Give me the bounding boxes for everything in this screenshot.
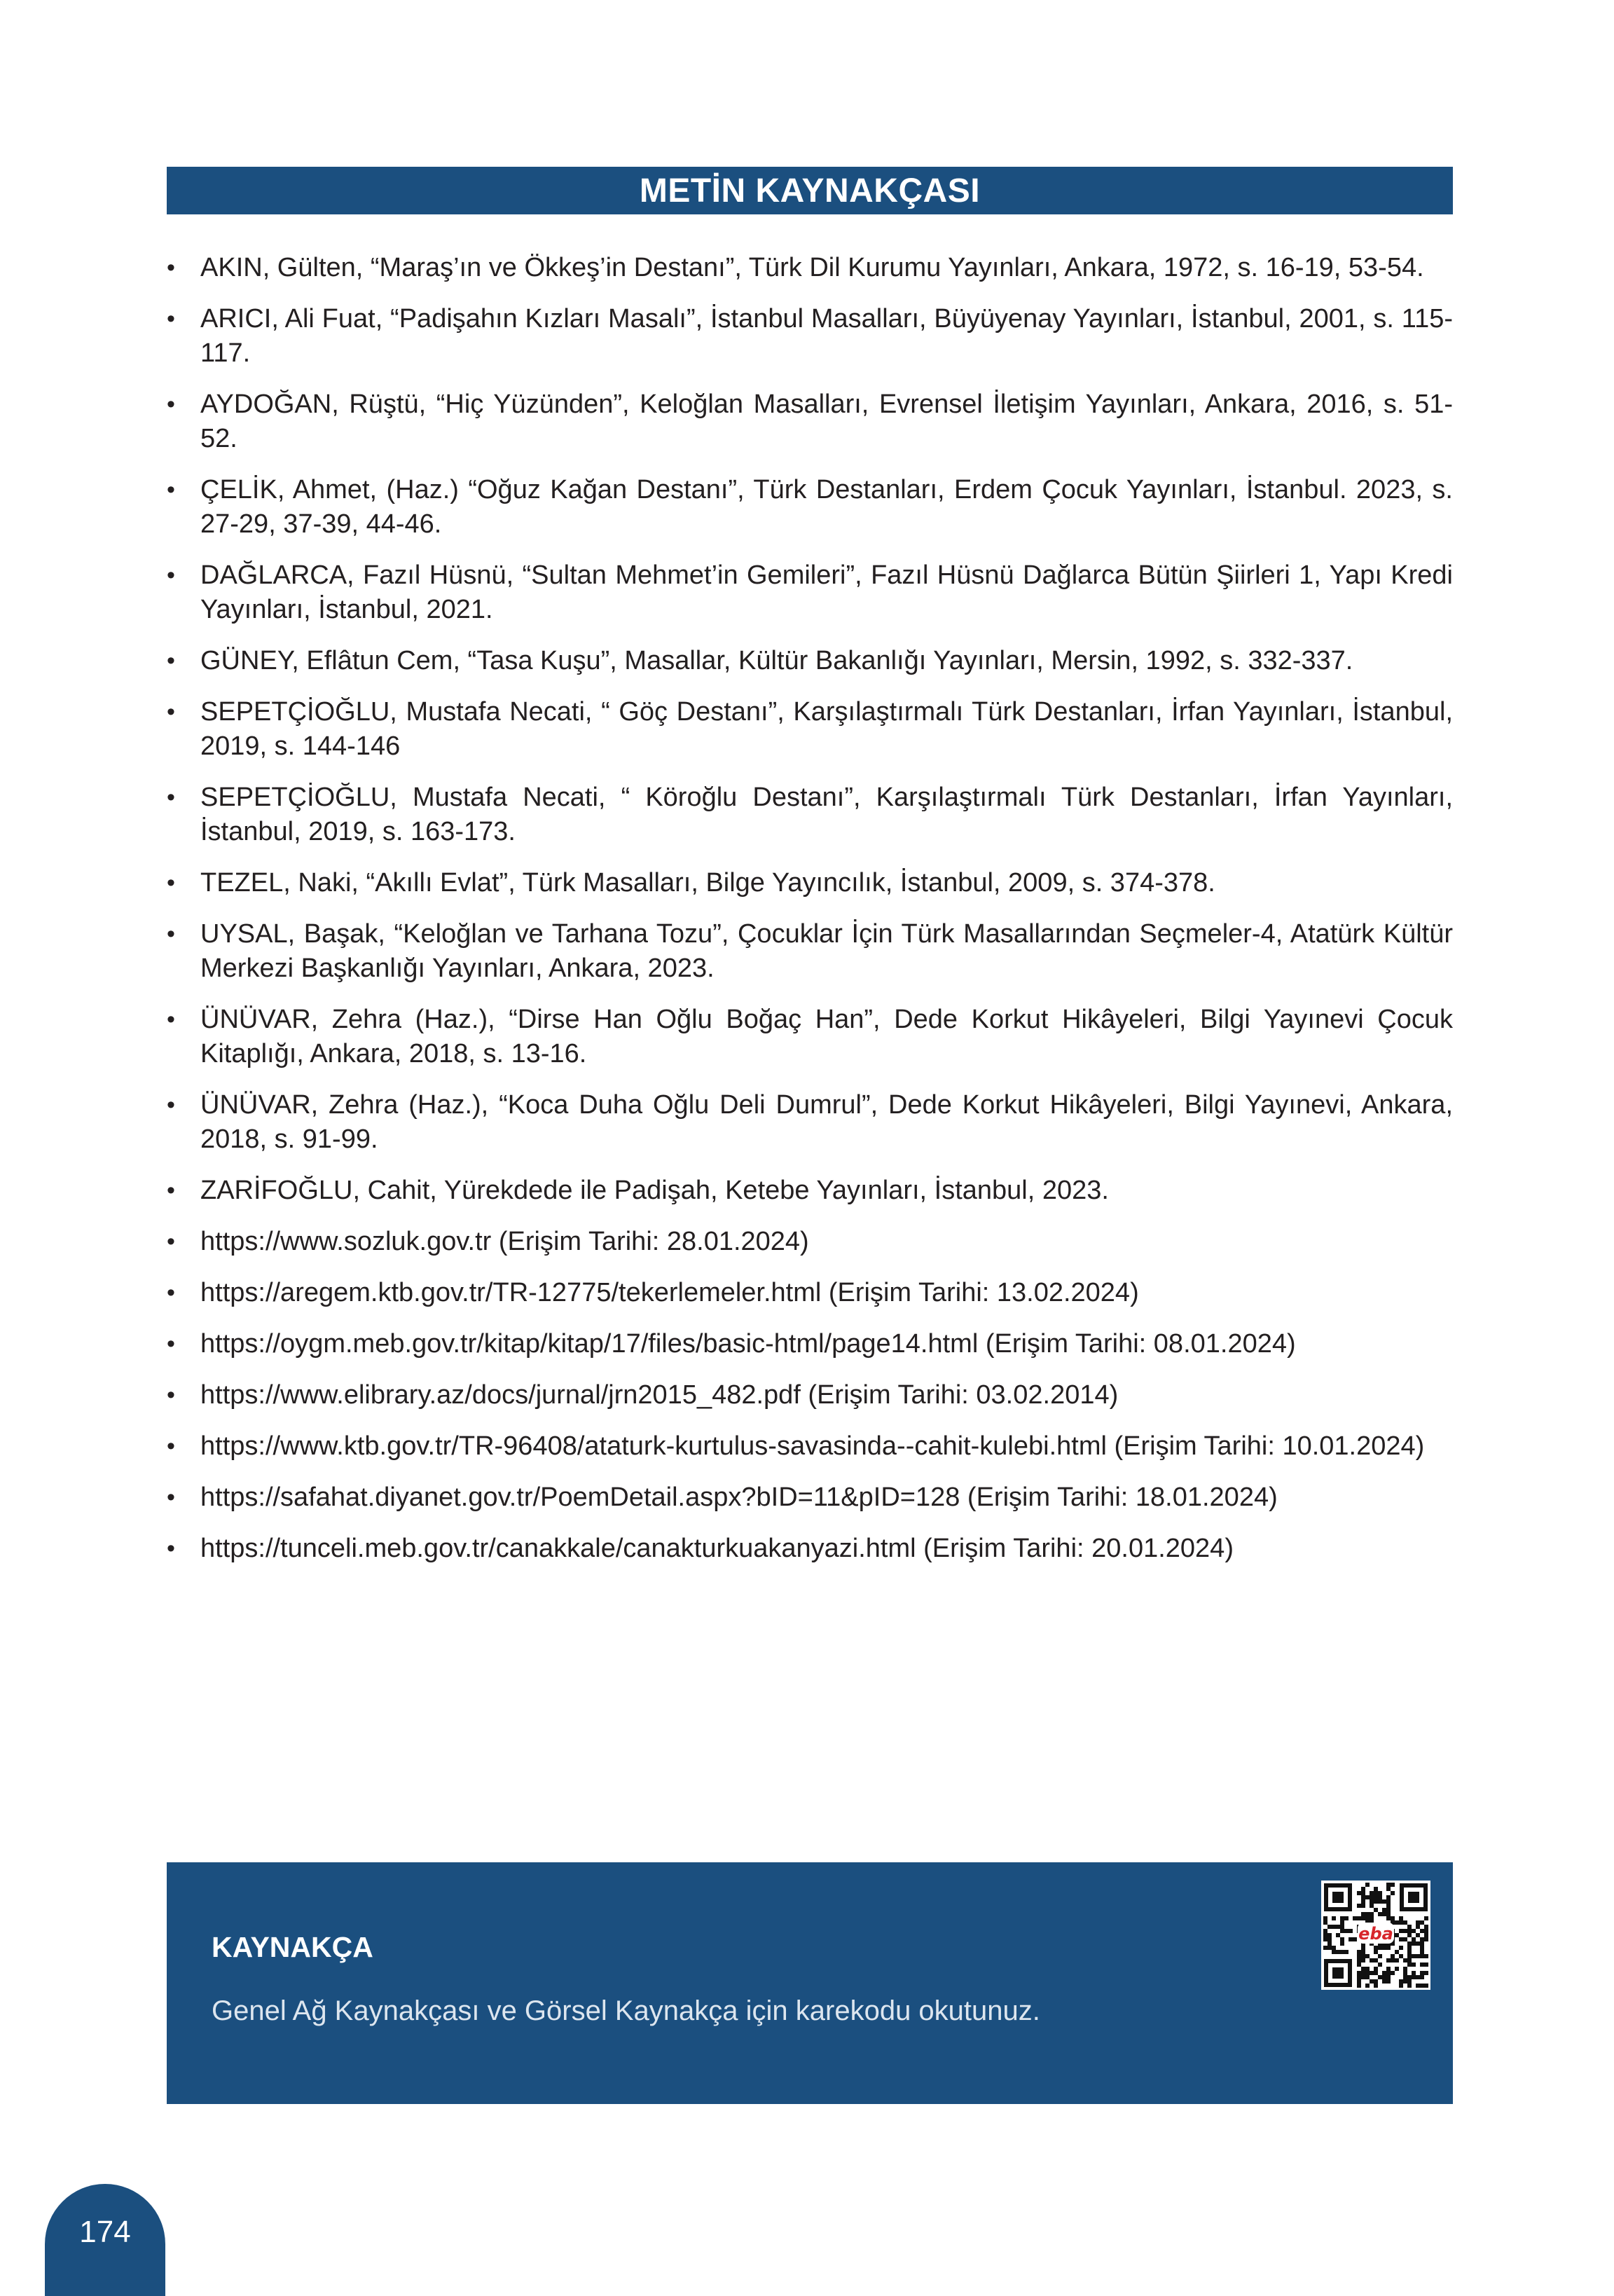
qr-module <box>1386 1916 1391 1920</box>
qr-module <box>1424 1925 1428 1929</box>
qr-module <box>1412 1954 1416 1958</box>
reference-item: • UYSAL, Başak, “Keloğlan ve Tarhana Tozu”, Çocuklar İçin Türk Masallarından Seçmeler-4, Atatürk Kültür Merkezi Başkanlığı Yayınları, Ankara, 2023. <box>167 917 1453 986</box>
qr-module <box>1416 1925 1420 1929</box>
qr-module <box>1386 1908 1391 1912</box>
qr-module <box>1407 1975 1412 1979</box>
qr-module <box>1407 1962 1412 1967</box>
qr-module <box>1386 1887 1391 1891</box>
qr-module <box>1357 1958 1361 1962</box>
qr-module <box>1361 1916 1365 1920</box>
qr-module <box>1420 1954 1424 1958</box>
qr-module <box>1365 1916 1370 1920</box>
qr-module <box>1420 1941 1424 1946</box>
qr-module <box>1370 1891 1374 1895</box>
qr-module <box>1365 1954 1370 1958</box>
qr-module <box>1403 1967 1407 1971</box>
page-number: 174 <box>79 2215 131 2249</box>
qr-module <box>1357 1979 1361 1984</box>
qr-module <box>1407 1958 1412 1962</box>
qr-module <box>1407 1954 1412 1958</box>
qr-module <box>1361 1895 1365 1899</box>
qr-module <box>1378 1891 1382 1895</box>
qr-module <box>1361 1887 1365 1891</box>
qr-module <box>1382 1979 1386 1984</box>
qr-module <box>1407 1925 1412 1929</box>
qr-module <box>1386 1946 1391 1950</box>
qr-module <box>1386 1971 1391 1975</box>
qr-module <box>1386 1899 1391 1904</box>
qr-module <box>1332 1916 1336 1920</box>
qr-module <box>1386 1979 1391 1984</box>
qr-module <box>1386 1967 1391 1971</box>
qr-module <box>1365 1971 1370 1975</box>
qr-module <box>1340 1937 1344 1941</box>
qr-module <box>1370 1904 1374 1908</box>
eba-logo-text: eba <box>1358 1924 1393 1944</box>
qr-module <box>1424 1962 1428 1967</box>
qr-module <box>1357 1916 1361 1920</box>
qr-module <box>1399 1984 1403 1988</box>
qr-module <box>1416 1975 1420 1979</box>
qr-module <box>1420 1937 1424 1941</box>
reference-link-item[interactable]: • https://tunceli.meb.gov.tr/canakkale/canakturkuakanyazi.html (Erişim Tarihi: 20.01.2024) <box>167 1532 1453 1566</box>
qr-module <box>1336 1950 1340 1954</box>
qr-module <box>1327 1941 1332 1946</box>
qr-module <box>1420 1984 1424 1988</box>
qr-module <box>1344 1929 1349 1933</box>
reference-item: • SEPETÇİOĞLU, Mustafa Necati, “ Göç Destanı”, Karşılaştırmalı Türk Destanları, İrfan Yayınları, İstanbul, 2019, s. 144-146 <box>167 695 1453 764</box>
reference-link-item[interactable]: • https://safahat.diyanet.gov.tr/PoemDetail.aspx?bID=11&pID=128 (Erişim Tarihi: 18.01.2024) <box>167 1480 1453 1515</box>
kaynakca-box <box>167 1862 1453 2104</box>
page-number-tab <box>45 2184 165 2296</box>
qr-module <box>1391 1891 1395 1895</box>
qr-module <box>1420 1971 1424 1975</box>
reference-item: • TEZEL, Naki, “Akıllı Evlat”, Türk Masalları, Bilge Yayıncılık, İstanbul, 2009, s. 374-378. <box>167 866 1453 900</box>
qr-module <box>1407 1933 1412 1937</box>
qr-module <box>1374 1908 1378 1912</box>
qr-module <box>1395 1967 1399 1971</box>
qr-module <box>1332 1950 1336 1954</box>
qr-module <box>1370 1895 1374 1899</box>
qr-module <box>1336 1925 1340 1929</box>
qr-module <box>1403 1958 1407 1962</box>
qr-module <box>1407 1946 1412 1950</box>
qr-module <box>1382 1899 1386 1904</box>
qr-module <box>1378 1954 1382 1958</box>
qr-module <box>1420 1950 1424 1954</box>
reference-link-item[interactable]: • https://oygm.meb.gov.tr/kitap/kitap/17/files/basic-html/page14.html (Erişim Tarihi: 08.01.2024) <box>167 1327 1453 1361</box>
qr-module <box>1403 1979 1407 1984</box>
qr-module <box>1353 1937 1357 1941</box>
qr-module <box>1323 1946 1327 1950</box>
reference-link-item[interactable]: • https://www.sozluk.gov.tr (Erişim Tarihi: 28.01.2024) <box>167 1225 1453 1259</box>
qr-module <box>1386 1975 1391 1979</box>
qr-module <box>1382 1975 1386 1979</box>
qr-module <box>1340 1929 1344 1933</box>
qr-module <box>1370 1958 1374 1962</box>
qr-module <box>1340 1920 1344 1925</box>
qr-code-graphic <box>1321 1881 1430 1990</box>
qr-module <box>1399 1929 1403 1933</box>
qr-module <box>1349 1937 1353 1941</box>
reference-list <box>167 251 1453 1583</box>
qr-module <box>1365 1975 1370 1979</box>
qr-module <box>1361 1899 1365 1904</box>
qr-module <box>1424 1937 1428 1941</box>
qr-module <box>1378 1962 1382 1967</box>
qr-module <box>1407 1941 1412 1946</box>
qr-module <box>1370 1971 1374 1975</box>
qr-module <box>1374 1946 1378 1950</box>
qr-module <box>1323 1937 1327 1941</box>
qr-module <box>1424 1984 1428 1988</box>
qr-module <box>1361 1975 1365 1979</box>
qr-module <box>1323 1929 1327 1933</box>
qr-code-icon[interactable] <box>1321 1881 1430 1990</box>
reference-item: • ARICI, Ali Fuat, “Padişahın Kızları Masalı”, İstanbul Masalları, Büyüyenay Yayınları, İstanbul, 2001, s. 115-117. <box>167 302 1453 371</box>
qr-module <box>1327 1933 1332 1937</box>
qr-module <box>1386 1958 1391 1962</box>
qr-module <box>1416 1984 1420 1988</box>
reference-item: • GÜNEY, Eflâtun Cem, “Tasa Kuşu”, Masallar, Kültür Bakanlığı Yayınları, Mersin, 1992, s. 332-337. <box>167 644 1453 678</box>
qr-module <box>1370 1912 1374 1916</box>
qr-module <box>1370 1899 1374 1904</box>
qr-module <box>1424 1971 1428 1975</box>
qr-module <box>1424 1916 1428 1920</box>
qr-module <box>1323 1920 1327 1925</box>
qr-module <box>1365 1895 1370 1899</box>
qr-module <box>1323 1933 1327 1937</box>
qr-module <box>1407 1929 1412 1933</box>
qr-module <box>1391 1916 1395 1920</box>
qr-module <box>1378 1946 1382 1950</box>
qr-module <box>1361 1891 1365 1895</box>
qr-module <box>1374 1958 1378 1962</box>
qr-module <box>1357 1975 1361 1979</box>
qr-module <box>1424 1954 1428 1958</box>
reference-item: • AYDOĞAN, Rüştü, “Hiç Yüzünden”, Keloğlan Masalları, Evrensel İletişim Yayınları, Ankara, 2016, s. 51-52. <box>167 387 1453 456</box>
qr-module <box>1361 1967 1365 1971</box>
qr-module <box>1374 1971 1378 1975</box>
qr-module <box>1374 1891 1378 1895</box>
qr-module <box>1403 1937 1407 1941</box>
qr-module <box>1420 1975 1424 1979</box>
qr-module <box>1399 1916 1403 1920</box>
qr-module <box>1403 1971 1407 1975</box>
qr-module <box>1420 1920 1424 1925</box>
qr-module <box>1395 1958 1399 1962</box>
qr-module <box>1412 1941 1416 1946</box>
qr-module <box>1403 1975 1407 1979</box>
qr-module <box>1416 1954 1420 1958</box>
qr-module <box>1386 1883 1391 1887</box>
qr-module <box>1399 1979 1403 1984</box>
qr-module <box>1357 1984 1361 1988</box>
qr-module <box>1361 1971 1365 1975</box>
qr-module <box>1403 1929 1407 1933</box>
qr-module <box>1416 1933 1420 1937</box>
qr-module <box>1374 1967 1378 1971</box>
qr-module <box>1391 1883 1395 1887</box>
qr-module <box>1424 1933 1428 1937</box>
qr-module <box>1378 1912 1382 1916</box>
qr-module <box>1327 1937 1332 1941</box>
qr-module <box>1365 1984 1370 1988</box>
qr-module <box>1399 1937 1403 1941</box>
qr-module <box>1370 1916 1374 1920</box>
qr-module <box>1361 1950 1365 1954</box>
qr-module <box>1323 1916 1327 1920</box>
qr-module <box>1365 1883 1370 1887</box>
qr-module <box>1416 1920 1420 1925</box>
qr-module <box>1340 1925 1344 1929</box>
qr-module <box>1357 1904 1361 1908</box>
qr-module <box>1420 1946 1424 1950</box>
title-bar <box>167 167 1453 214</box>
qr-module <box>1399 1954 1403 1958</box>
qr-module <box>1344 1950 1349 1954</box>
reference-link-item[interactable]: • https://aregem.ktb.gov.tr/TR-12775/tekerlemeler.html (Erişim Tarihi: 13.02.2024) <box>167 1276 1453 1310</box>
qr-module <box>1340 1941 1344 1946</box>
qr-module <box>1412 1962 1416 1967</box>
qr-module <box>1361 1954 1365 1958</box>
qr-module <box>1386 1912 1391 1916</box>
qr-module <box>1357 1954 1361 1958</box>
qr-module <box>1357 1950 1361 1954</box>
qr-module <box>1349 1929 1353 1933</box>
qr-module <box>1391 1958 1395 1962</box>
kaynakca-heading: KAYNAKÇA <box>212 1931 373 1963</box>
reference-link-item[interactable]: • https://www.elibrary.az/docs/jurnal/jrn2015_482.pdf (Erişim Tarihi: 03.02.2014) <box>167 1378 1453 1412</box>
qr-module <box>1361 1958 1365 1962</box>
qr-module <box>1374 1895 1378 1899</box>
qr-module <box>1332 1946 1336 1950</box>
qr-module <box>1361 1946 1365 1950</box>
qr-module <box>1399 1946 1403 1950</box>
qr-module <box>1407 1979 1412 1984</box>
qr-module <box>1382 1912 1386 1916</box>
qr-module <box>1382 1908 1386 1912</box>
qr-module <box>1361 1912 1365 1916</box>
qr-module <box>1395 1933 1399 1937</box>
qr-module <box>1391 1954 1395 1958</box>
qr-module <box>1336 1933 1340 1937</box>
qr-module <box>1412 1971 1416 1975</box>
qr-module <box>1395 1950 1399 1954</box>
qr-module <box>1353 1916 1357 1920</box>
qr-module <box>1407 1984 1412 1988</box>
qr-module <box>1382 1946 1386 1950</box>
qr-module <box>1340 1916 1344 1920</box>
qr-module <box>1424 1929 1428 1933</box>
qr-module <box>1378 1899 1382 1904</box>
qr-module <box>1370 1979 1374 1984</box>
qr-module <box>1391 1971 1395 1975</box>
qr-module <box>1395 1920 1399 1925</box>
qr-module <box>1403 1920 1407 1925</box>
reference-item: • ÇELİK, Ahmet, (Haz.) “Oğuz Kağan Destanı”, Türk Destanları, Erdem Çocuk Yayınları, İstanbul. 2023, s. 27-29, 37-39, 44-46. <box>167 473 1453 542</box>
reference-item: • ÜNÜVAR, Zehra (Haz.), “Koca Duha Oğlu Deli Dumrul”, Dede Korkut Hikâyeleri, Bilgi Yayınevi, Ankara, 2018, s. 91-99. <box>167 1088 1453 1157</box>
qr-module <box>1412 1937 1416 1941</box>
qr-module <box>1365 1912 1370 1916</box>
qr-module <box>1378 1975 1382 1979</box>
qr-module <box>1374 1979 1378 1984</box>
qr-module <box>1327 1925 1332 1929</box>
qr-module <box>1386 1904 1391 1908</box>
page-title: METİN KAYNAKÇASI <box>639 172 981 209</box>
qr-module <box>1420 1929 1424 1933</box>
qr-module <box>1378 1895 1382 1899</box>
reference-link-item[interactable]: • https://www.ktb.gov.tr/TR-96408/ataturk-kurtulus-savasinda--cahit-kulebi.html (Erişim Tarihi: 10.01.2024) <box>167 1429 1453 1464</box>
qr-module <box>1357 1962 1361 1967</box>
qr-module <box>1357 1971 1361 1975</box>
qr-module <box>1327 1946 1332 1950</box>
qr-module <box>1374 1984 1378 1988</box>
qr-module <box>1407 1950 1412 1954</box>
qr-module <box>1374 1899 1378 1904</box>
reference-item: • DAĞLARCA, Fazıl Hüsnü, “Sultan Mehmet’in Gemileri”, Fazıl Hüsnü Dağlarca Bütün Şiirleri 1, Yapı Kredi Yayınları, İstanbul, 2021. <box>167 558 1453 627</box>
qr-module <box>1340 1950 1344 1954</box>
qr-module <box>1374 1887 1378 1891</box>
qr-module <box>1420 1962 1424 1967</box>
qr-module <box>1416 1941 1420 1946</box>
reference-item: • SEPETÇİOĞLU, Mustafa Necati, “ Köroğlu Destanı”, Karşılaştırmalı Türk Destanları, İrfan Yayınları, İstanbul, 2019, s. 163-173. <box>167 781 1453 849</box>
qr-module <box>1382 1971 1386 1975</box>
qr-module <box>1412 1975 1416 1979</box>
qr-module <box>1332 1925 1336 1929</box>
qr-module <box>1399 1920 1403 1925</box>
qr-module <box>1365 1967 1370 1971</box>
reference-item: • ZARİFOĞLU, Cahit, Yürekdede ile Padişah, Ketebe Yayınları, İstanbul, 2023. <box>167 1174 1453 1208</box>
qr-module <box>1386 1895 1391 1899</box>
reference-item: • ÜNÜVAR, Zehra (Haz.), “Dirse Han Oğlu Boğaç Han”, Dede Korkut Hikâyeleri, Bilgi Yayınevi Çocuk Kitaplığı, Ankara, 2018, s. 13-16. <box>167 1003 1453 1071</box>
qr-module <box>1374 1950 1378 1954</box>
qr-module <box>1412 1929 1416 1933</box>
qr-module <box>1361 1904 1365 1908</box>
qr-module <box>1344 1916 1349 1920</box>
kaynakca-description: Genel Ağ Kaynakçası ve Görsel Kaynakça için karekodu okutunuz. <box>212 1995 1040 2026</box>
qr-module <box>1357 1891 1361 1895</box>
reference-item: • AKIN, Gülten, “Maraş’ın ve Ökkeş’in Destanı”, Türk Dil Kurumu Yayınları, Ankara, 1972, s. 16-19, 53-54. <box>167 251 1453 285</box>
